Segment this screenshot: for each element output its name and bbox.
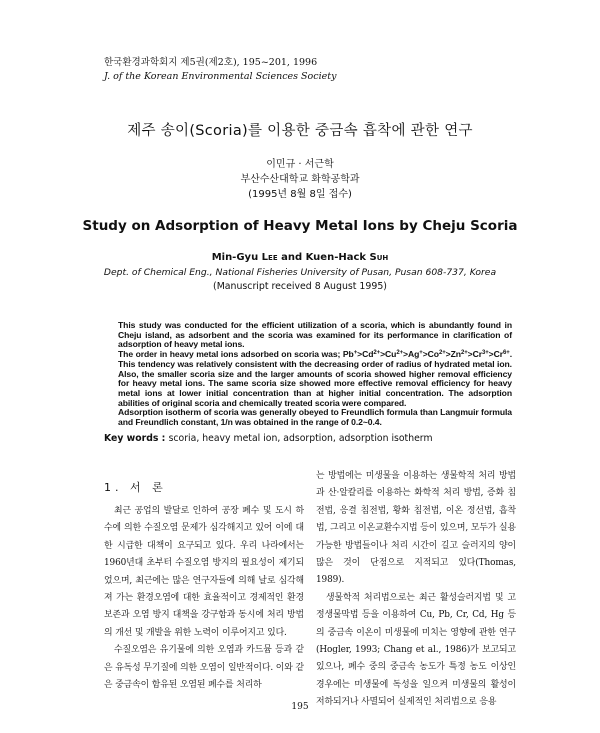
- keywords-text: scoria, heavy metal ion, adsorption, adsorption isotherm: [168, 433, 433, 444]
- body-paragraph: 생물학적 처리법으로는 최근 활성슬러지법 및 고정생물막법 등을 이용하여 Cu, Pb, Cr, Cd, Hg 등의 중금속 이온이 미생물에 미치는 영향에 관한 연구(Hogler, 1993; Chang et al., 1986)가 보고되고 있으나, 폐수 중의 중금속 농도가 특정 농도 이상인 경우에는 미생물에 독성을 일으켜 미생물의 활성이 저하되거나 사멸되어 실제적인 처리법으로 응용: [316, 592, 516, 708]
- paper-title-english: Study on Adsorption of Heavy Metal Ions by Cheju Scoria: [82, 218, 518, 234]
- author1-last: Lee: [261, 252, 278, 263]
- greater-than-sign: >: [357, 349, 363, 360]
- journal-header: [104, 56, 524, 84]
- ion-label: Cr: [493, 349, 503, 360]
- received-date-korean: (1995년 8월 8일 접수): [248, 189, 352, 200]
- abstract-paragraph-1: This study was conducted for the efficient utilization of a scoria, which is abundantly found in Cheju island, as adsorbent and the scoria was examined for its performance in clarification of adsorption of heavy metal ions.: [118, 320, 512, 350]
- abstract-order-lead: The order in heavy metal ions adsorbed on scoria was;: [118, 349, 343, 360]
- author-names-english: [0, 251, 600, 266]
- body-paragraph: 수질오염은 유기물에 의한 오염과 카드뮴 등과 같은 유독성 무기질에 의한 오염이 일반적이다. 이와 같은 중금속이 함유된 오염된 폐수를 처리하: [104, 645, 304, 691]
- keywords: [104, 433, 524, 444]
- ion-charge: 2+: [438, 350, 446, 357]
- author-names-korean: 이민규 · 서근학: [266, 159, 334, 170]
- journal-citation-en: J. of the Korean Environmental Sciences Society: [104, 71, 337, 82]
- greater-than-sign: >: [445, 349, 451, 360]
- body-column-left: [104, 503, 304, 694]
- ion-charge: 2+: [373, 350, 381, 357]
- greater-than-sign: >: [422, 349, 428, 360]
- authors-english: [0, 251, 600, 295]
- greater-than-sign: >: [403, 349, 408, 360]
- author1-first: Min-Gyu: [211, 252, 259, 263]
- greater-than-sign: >: [488, 349, 494, 360]
- greater-than-sign: >: [380, 349, 386, 360]
- abstract: [118, 321, 512, 428]
- keywords-label: Key words :: [104, 433, 169, 444]
- ion-charge: 2+: [460, 350, 468, 357]
- author2-last: Suh: [369, 252, 389, 263]
- author2-first: Kuen-Hack: [305, 252, 367, 263]
- ion-label: Zn: [450, 349, 461, 360]
- affiliation-english: Dept. of Chemical Eng., National Fisheries University of Pusan, Pusan 608-737, Korea: [103, 266, 497, 278]
- ion-charge: 6+: [503, 350, 510, 357]
- ion-charge: +: [419, 350, 423, 357]
- received-date-english: (Manuscript received 8 August 1995): [213, 281, 387, 292]
- affiliation-korean: 부산수산대학교 화학공학과: [240, 174, 360, 185]
- ion-charge: 3+: [481, 350, 489, 357]
- body-paragraph: 는 방법에는 미생물을 이용하는 생물학적 처리 방법과 산·알칼리를 이용하는 화학적 처리 방법, 증화 침전법, 응결 침전법, 황화 침전법, 이온 정선법, 흡착법, 그리고 이온교환수지법 등이 있으며, 모두가 실용 가능한 방법들이나 처리 시간이 길고 슬러지의 양이 많은 것이 단점으로 지적되고 있다(Thomas, 1989).: [316, 471, 516, 586]
- page-number: 195: [291, 702, 309, 712]
- ion-label: Cr: [472, 349, 482, 360]
- author-and: and: [281, 252, 303, 263]
- ion-charge: +: [353, 350, 358, 357]
- ion-label: Pb: [342, 349, 354, 360]
- greater-than-sign: >: [467, 349, 473, 360]
- ion-label: Ag: [407, 349, 420, 360]
- abstract-paragraph-2-rest: . This tendency was relatively consistent with the decreasing order of radius of hydrated metal ion. Also, the smaller scoria size and the larger amounts of scoria showed higher removal efficiency for heavy metal ions. The same scoria size showed more effective removal efficiency for heavy metal ions at lower initial concentration than at higher initial concentration. The adsorption abilities of original scoria and chemically treated scoria were compared.: [118, 349, 512, 408]
- ion-label: Co: [427, 349, 439, 360]
- section-heading-introduction: 1. 서 론: [104, 481, 167, 494]
- authors-korean: [0, 157, 600, 202]
- paper-title-korean: 제주 송이(Scoria)를 이용한 중금속 흡착에 관한 연구: [127, 123, 473, 139]
- body-paragraph: 최근 공업의 발달로 인하여 공장 폐수 및 도시 하수에 의한 수질오염 문제가 심각해지고 있어 이에 대한 시급한 대책이 요구되고 있다. 우리 나라에서는 1960년대 초부터 수질오염 방지의 필요성이 제기되었으며, 최근에는 많은 연구자들에 의해 날로 심각해져 가는 환경오염에 대한 효율적이고 경제적인 환경 보존과 오염 방지 대책을 강구함과 동시에 처리 방법의 개선 및 개발을 위한 노력이 이루어지고 있다.: [104, 506, 304, 638]
- ion-label: Cd: [362, 349, 374, 360]
- ion-charge: 2+: [396, 350, 404, 357]
- abstract-paragraph-2: [118, 350, 512, 408]
- ion-label: Cu: [385, 349, 397, 360]
- abstract-paragraph-3: Adsorption isotherm of scoria was generally obeyed to Freundlich formula than Langmuir formula and Freundlich constant, 1/n was obtained in the range of 0.2~0.4.: [118, 407, 512, 428]
- body-column-right: [316, 468, 516, 712]
- ion-order-sequence: [343, 349, 510, 359]
- journal-citation-ko: 한국환경과학회지 제5권(제2호), 195~201, 1996: [104, 57, 318, 68]
